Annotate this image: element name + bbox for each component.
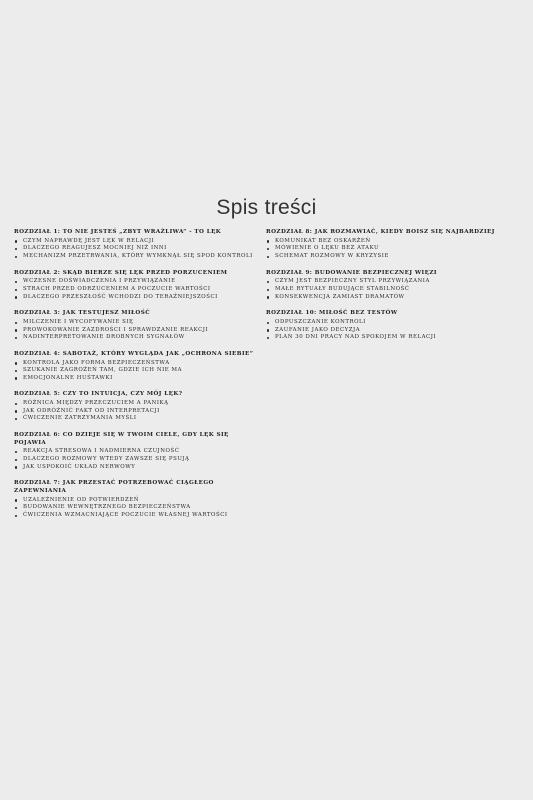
bullet-icon — [15, 248, 17, 250]
list-item — [266, 245, 528, 253]
bullet-icon — [267, 256, 269, 258]
list-item — [266, 278, 528, 286]
list-item-text: ZAUFANIE JAKO DECYZJA — [275, 326, 361, 333]
list-item-text: KOMUNIKAT BEZ OSKARŻEŃ — [275, 237, 371, 244]
chapter-heading: ROZDZIAŁ 4: SABOTAŻ, KTÓRY WYGLĄDA JAK „OCHRONA SIEBIE” — [14, 350, 254, 357]
bullet-icon — [267, 296, 269, 298]
chapter-heading: ROZDZIAŁ 1: TO NIE JESTEŚ „ZBYT WRAŻLIWA” - TO LĘK — [14, 229, 222, 235]
list-item — [14, 245, 262, 253]
chapter-topic-list — [14, 448, 262, 471]
bullet-icon — [15, 337, 17, 339]
chapter-heading: ROZDZIAŁ 3: JAK TESTUJESZ MIŁOŚĆ — [14, 310, 151, 317]
chapter-section — [14, 432, 262, 471]
list-item-text: MÓWIENIE O LĘKU BEZ ATAKU — [275, 245, 380, 252]
list-item-text: PROWOKOWANIE ZAZDROŚCI I SPRAWDZANIE REAKCJI — [23, 326, 209, 333]
list-item-text: MECHANIZM PRZETRWANIA, KTÓRY WYMKNĄŁ SIĘ SPOD KONTROLI — [23, 252, 253, 259]
chapter-section — [266, 310, 528, 342]
list-item — [266, 334, 528, 342]
page-title: Spis treści — [216, 196, 317, 219]
chapter-heading: ROZDZIAŁ 7: JAK PRZESTAĆ POTRZEBOWAĆ CIĄGŁEGO ZAPEWNIANIA — [14, 480, 214, 495]
list-item-text: ODPUSZCZANIE KONTROLI — [275, 318, 366, 325]
chapter-section — [14, 229, 262, 261]
list-item — [266, 286, 528, 294]
list-item-text: EMOCJONALNE HUŚTAWKI — [23, 374, 113, 381]
list-item — [14, 464, 262, 472]
list-item — [14, 278, 262, 286]
list-item-text: SZUKANIE ZAGROŻEŃ TAM, GDZIE ICH NIE MA — [23, 367, 183, 374]
bullet-icon — [267, 240, 269, 242]
list-item-text: MAŁE RYTUAŁY BUDUJĄCE STABILNOŚĆ — [275, 285, 410, 292]
bullet-icon — [15, 507, 17, 509]
list-item-text: ĆWICZENIA WZMACNIAJĄCE POCZUCIE WŁASNEJ WARTOŚCI — [23, 512, 228, 519]
chapter-heading: ROZDZIAŁ 8: JAK ROZMAWIAĆ, KIEDY BOISZ SIĘ NAJBARDZIEJ — [266, 229, 495, 235]
list-item-text: REAKCJA STRESOWA I NADMIERNA CZUJNOŚĆ — [23, 448, 180, 455]
chapter-topic-list — [266, 319, 528, 342]
chapter-section — [266, 229, 528, 261]
bullet-icon — [15, 459, 17, 461]
list-item-text: KONTROLA JAKO FORMA BEZPIECZEŃSTWA — [23, 359, 170, 366]
list-item — [266, 294, 528, 302]
chapter-heading: ROZDZIAŁ 9: BUDOWANIE BEZPIECZNEJ WIĘZI — [266, 269, 437, 276]
bullet-icon — [15, 515, 17, 517]
list-item — [14, 375, 262, 383]
bullet-icon — [15, 466, 17, 468]
list-item — [14, 504, 262, 512]
list-item — [266, 319, 528, 327]
list-item-text: KONSEKWENCJA ZAMIAST DRAMATÓW — [275, 293, 405, 300]
list-item — [14, 286, 262, 294]
list-item-text: JAK ODRÓŻNIĆ FAKT OD INTERPRETACJI — [23, 407, 160, 414]
bullet-icon — [15, 296, 17, 298]
bullet-icon — [15, 322, 17, 324]
chapter-topic-list — [14, 238, 262, 261]
chapter-heading: ROZDZIAŁ 6: CO DZIEJE SIĘ W TWOIM CIELE, GDY LĘK SIĘ POJAWIA — [14, 431, 229, 446]
bullet-icon — [267, 289, 269, 291]
bullet-icon — [267, 322, 269, 324]
bullet-icon — [267, 329, 269, 331]
toc-left-column — [14, 229, 262, 529]
list-item — [14, 294, 262, 302]
bullet-icon — [15, 362, 17, 364]
list-item — [14, 253, 262, 261]
chapter-topic-list — [14, 400, 262, 423]
list-item-text: STRACH PRZED ODRZUCENIEM A POCZUCIE WARTOŚCI — [23, 285, 211, 292]
list-item-text: NADINTERPRETOWANIE DROBNYCH SYGNAŁÓW — [23, 334, 185, 341]
chapter-section — [14, 310, 262, 342]
bullet-icon — [15, 451, 17, 453]
list-item — [14, 448, 262, 456]
chapter-heading: ROZDZIAŁ 5: CZY TO INTUICJA, CZY MÓJ LĘK? — [14, 391, 183, 398]
chapter-heading: ROZDZIAŁ 10: MIŁOŚĆ BEZ TESTÓW — [266, 310, 398, 317]
list-item-text: DLACZEGO PRZESZŁOŚĆ WCHODZI DO TERAŹNIEJSZOŚCI — [23, 293, 218, 300]
list-item — [266, 327, 528, 335]
list-item-text: CZYM JEST BEZPIECZNY STYL PRZYWIĄZANIA — [275, 278, 430, 285]
list-item-text: PLAN 30 DNI PRACY NAD SPOKOJEM W RELACJI — [275, 334, 437, 341]
list-item-text: SCHEMAT ROZMOWY W KRYZYSIE — [275, 252, 389, 259]
list-item-text: CZYM NAPRAWDĘ JEST LĘK W RELACJI — [23, 237, 155, 244]
bullet-icon — [15, 256, 17, 258]
list-item — [14, 512, 262, 520]
list-item — [14, 415, 262, 423]
chapter-heading: ROZDZIAŁ 2: SKĄD BIERZE SIĘ LĘK PRZED PORZUCENIEM — [14, 269, 228, 276]
bullet-icon — [15, 329, 17, 331]
list-item-text: DLACZEGO ROZMOWY WTEDY ZAWSZE SIĘ PSUJĄ — [23, 456, 190, 463]
list-item-text: ĆWICZENIE ZATRZYMANIA MYŚLI — [23, 415, 137, 422]
bullet-icon — [267, 337, 269, 339]
chapter-section — [14, 480, 262, 519]
chapter-section — [14, 270, 262, 302]
list-item — [14, 367, 262, 375]
list-item-text: BUDOWANIE WEWNĘTRZNEGO BEZPIECZEŃSTWA — [23, 504, 191, 511]
bullet-icon — [15, 377, 17, 379]
bullet-icon — [15, 499, 17, 501]
chapter-topic-list — [14, 319, 262, 342]
bullet-icon — [267, 281, 269, 283]
chapter-section — [266, 270, 528, 302]
bullet-icon — [15, 281, 17, 283]
bullet-icon — [15, 403, 17, 405]
bullet-icon — [15, 370, 17, 372]
bullet-icon — [15, 240, 17, 242]
chapter-topic-list — [14, 360, 262, 383]
bullet-icon — [15, 418, 17, 420]
list-item — [14, 456, 262, 464]
list-item-text: UZALEŻNIENIE OD POTWIERDZEŃ — [23, 496, 140, 503]
chapter-topic-list — [266, 238, 528, 261]
list-item-text: RÓŻNICA MIĘDZY PRZECZUCIEM A PANIKĄ — [23, 400, 169, 407]
list-item — [14, 319, 262, 327]
bullet-icon — [15, 410, 17, 412]
list-item — [266, 253, 528, 261]
bullet-icon — [267, 248, 269, 250]
bullet-icon — [15, 289, 17, 291]
list-item-text: DLACZEGO REAGUJESZ MOCNIEJ NIŻ INNI — [23, 245, 167, 252]
toc-right-column — [266, 229, 528, 351]
chapter-topic-list — [14, 278, 262, 301]
chapter-topic-list — [266, 278, 528, 301]
chapter-topic-list — [14, 497, 262, 520]
list-item — [14, 334, 262, 342]
list-item — [14, 327, 262, 335]
list-item — [14, 400, 262, 408]
chapter-section — [14, 391, 262, 423]
list-item — [14, 360, 262, 368]
list-item-text: WCZESNE DOŚWIADCZENIA I PRZYWIĄZANIE — [23, 278, 176, 285]
chapter-section — [14, 351, 262, 383]
list-item-text: MILCZENIE I WYCOFYWANIE SIĘ — [23, 318, 134, 325]
list-item-text: JAK USPOKOIĆ UKŁAD NERWOWY — [23, 463, 136, 470]
